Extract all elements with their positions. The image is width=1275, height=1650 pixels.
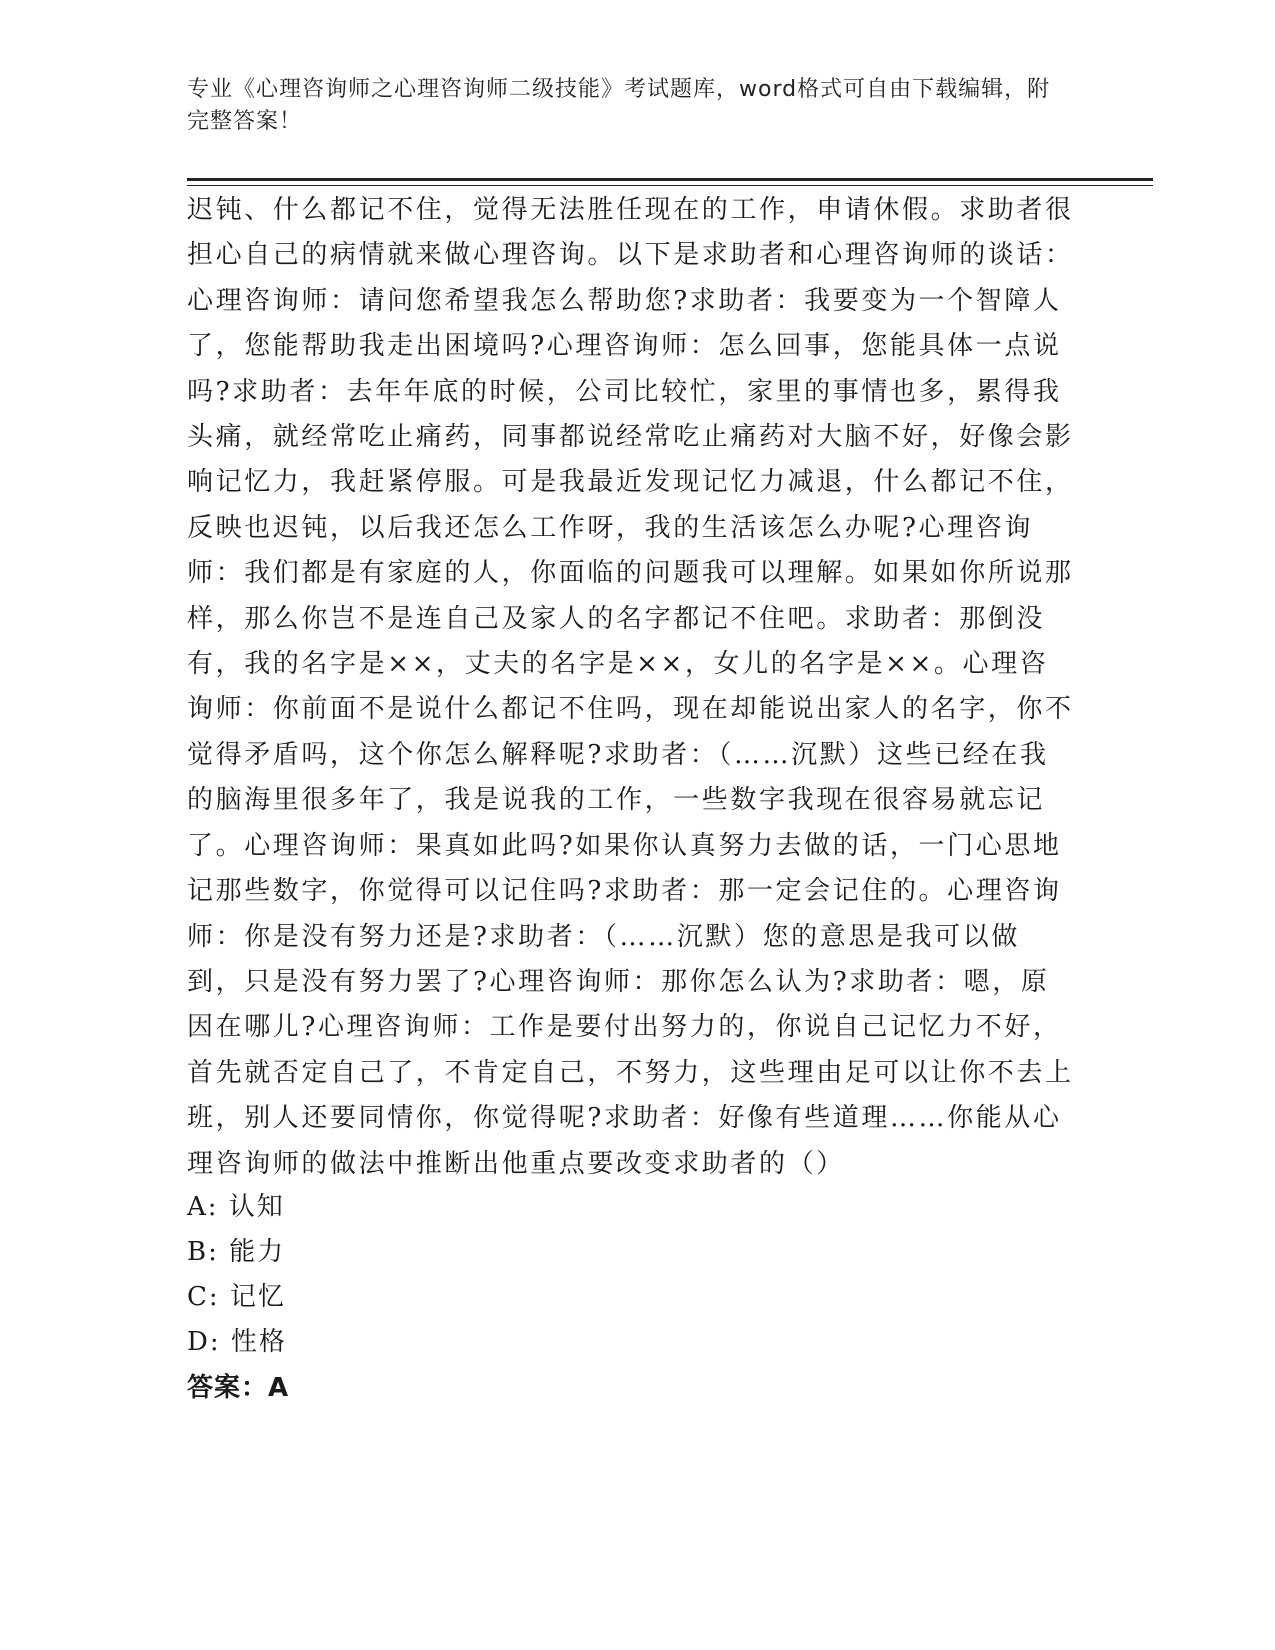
answer-options bbox=[187, 1185, 787, 1365]
header-divider-thin bbox=[187, 185, 1153, 186]
answer-line: 答案：A bbox=[187, 1373, 290, 1403]
option-d: D: 性格 bbox=[187, 1327, 287, 1357]
option-c: C: 记忆 bbox=[187, 1282, 286, 1312]
page-header: 专业《心理咨询师之心理咨询师二级技能》考试题库，word格式可自由下载编辑，附完整答案！ bbox=[187, 77, 1051, 134]
option-b: B: 能力 bbox=[187, 1237, 286, 1267]
header-divider-thick bbox=[187, 178, 1153, 181]
option-a: A: 认知 bbox=[187, 1192, 285, 1222]
question-text: 迟钝、什么都记不住，觉得无法胜任现在的工作，申请休假。求助者很担心自己的病情就来做心理咨询。以下是求助者和心理咨询师的谈话：心理咨询师：请问您希望我怎么帮助您?求助者：我要变为一个智障人了，您能帮助我走出困境吗?心理咨询师：怎么回事，您能具体一点说吗?求助者：去年年底的时候，公司比较忙，家里的事情也多，累得我头痛，就经常吃止痛药，同事都说经常吃止痛药对大脑不好，好像会影响记忆力，我赶紧停服。可是我最近发现记忆力减退，什么都记不住，反映也迟钝，以后我还怎么工作呀，我的生活该怎么办呢?心理咨询师：我们都是有家庭的人，你面临的问题我可以理解。如果如你所说那样，那么你岂不是连自己及家人的名字都记不住吧。求助者：那倒没有，我的名字是××，丈夫的名字是××，女儿的名字是××。心理咨询师：你前面不是说什么都记不住吗，现在却能说出家人的名字，你不觉得矛盾吗，这个你怎么解释呢?求助者：（……沉默）这些已经在我的脑海里很多年了，我是说我的工作，一些数字我现在很容易就忘记了。心理咨询师：果真如此吗?如果你认真努力去做的话，一门心思地记那些数字，你觉得可以记住吗?求助者：那一定会记住的。心理咨询师：你是没有努力还是?求助者：（……沉默）您的意思是我可以做到，只是没有努力罢了?心理咨询师：那你怎么认为?求助者：嗯，原因在哪儿?心理咨询师：工作是要付出努力的，你说自己记忆力不好，首先就否定自己了，不肯定自己，不努力，这些理由足可以让你不去上班，别人还要同情你，你觉得呢?求助者：好像有些道理……你能从心理咨询师的做法中推断出他重点要改变求助者的（） bbox=[187, 195, 1074, 1179]
